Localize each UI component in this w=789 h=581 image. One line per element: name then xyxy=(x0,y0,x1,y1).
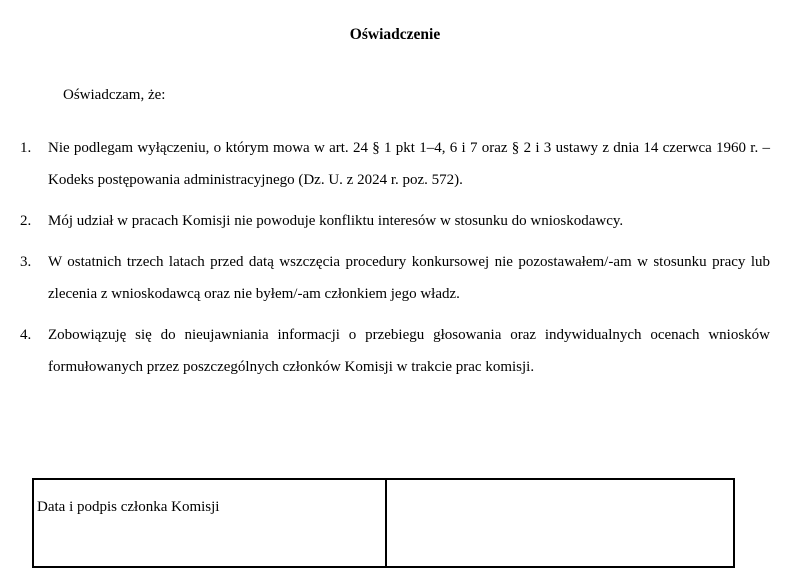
signature-table xyxy=(32,478,735,568)
list-item xyxy=(20,132,770,196)
signature-label: Data i podpis członka Komisji xyxy=(37,499,220,515)
item-text: W ostatnich trzech latach przed datą wszczęcia procedury konkursowej nie pozostawałem/-am w stosunku pracy lub zlecenia z wnioskodawcą oraz nie byłem/-am członkiem jego władz. xyxy=(48,254,770,302)
item-number: 3. xyxy=(20,254,32,270)
document-title: Oświadczenie xyxy=(349,26,441,43)
item-number: 4. xyxy=(20,327,32,343)
item-text: Mój udział w pracach Komisji nie powoduje konfliktu interesów w stosunku do wnioskodawcy. xyxy=(48,213,624,229)
item-number: 2. xyxy=(20,213,32,229)
list-item xyxy=(20,246,770,310)
item-number: 1. xyxy=(20,140,32,156)
intro-text: Oświadczam, że: xyxy=(63,87,166,103)
signature-input-cell[interactable] xyxy=(387,480,733,566)
signature-label-cell xyxy=(34,480,387,566)
list-item xyxy=(20,205,770,237)
list-item xyxy=(20,319,770,383)
item-text: Nie podlegam wyłączeniu, o którym mowa w art. 24 § 1 pkt 1–4, 6 i 7 oraz § 2 i 3 ustawy z dnia 14 czerwca 1960 r. – Kodeks postępowania administracyjnego (Dz. U. z 2024 r. poz. 572). xyxy=(48,140,770,188)
item-text: Zobowiązuję się do nieujawniania informacji o przebiegu głosowania oraz indywidualnych ocenach wniosków formułowanych przez poszczególnych członków Komisji w trakcie prac komisji. xyxy=(48,327,770,375)
declaration-list xyxy=(20,132,770,383)
